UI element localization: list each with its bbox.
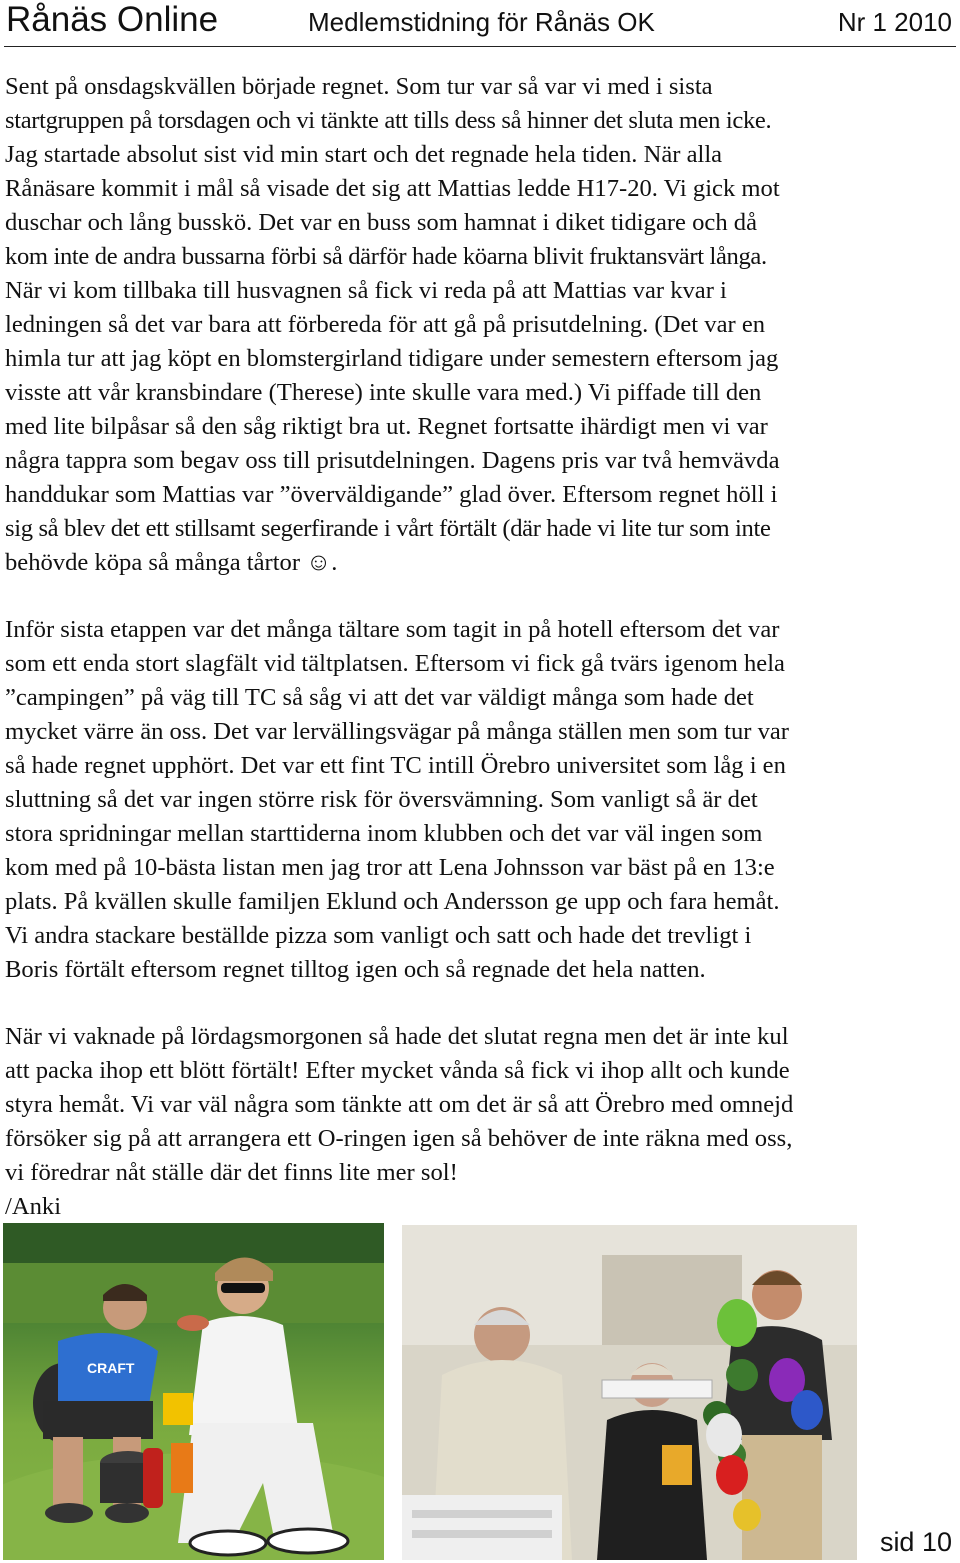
- text-line: styra hemåt. Vi var väl några som tänkte att om det är så att Örebro med omnejd: [5, 1091, 794, 1118]
- photo-ceremony-illustration: [402, 1225, 857, 1560]
- text-line: Vi andra stackare beställde pizza som vanligt och satt och hade det trevligt i: [5, 922, 752, 949]
- text-line: Rånäsare kommit i mål så visade det sig att Mattias ledde H17-20. Vi gick mot: [5, 175, 780, 202]
- text-line: duschar och lång busskö. Det var en buss som hamnat i diket tidigare och då: [5, 209, 757, 236]
- text-line: visste att vår kransbindare (Therese) inte skulle vara med.) Vi piffade till den: [5, 379, 762, 406]
- paragraph-1: [5, 70, 960, 580]
- author-signature: /Anki: [5, 1193, 62, 1220]
- text-line: startgruppen på torsdagen och vi tänkte att tills dess så hinner det sluta men icke.: [5, 107, 772, 134]
- text-line: några tappra som begav oss till prisutdelningen. Dagens pris var två hemvävda: [5, 447, 780, 474]
- text-line: När vi kom tillbaka till husvagnen så fick vi reda på att Mattias var kvar i: [5, 277, 727, 304]
- text-line: stora spridningar mellan starttiderna inom klubben och det var väl ingen som: [5, 820, 763, 847]
- article-body: [5, 70, 960, 1224]
- text-line: ledningen så det var bara att förbereda för att gå på prisutdelning. (Det var en: [5, 311, 766, 338]
- text-line: Inför sista etappen var det många tältare som tagit in på hotell eftersom det var: [5, 616, 780, 643]
- newsletter-subtitle: Medlemstidning för Rånäs OK: [308, 7, 655, 37]
- text-line: handdukar som Mattias var ”överväldigande” glad över. Eftersom regnet höll i: [5, 481, 778, 508]
- text-line: som ett enda stort slagfält vid tältplatsen. Eftersom vi fick gå tvärs igenom hela: [5, 650, 785, 677]
- text-line: med lite bilpåsar så den såg riktigt bra ut. Regnet fortsatte ihärdigt men vi var: [5, 413, 768, 440]
- text-line: sig så blev det ett stillsamt segerfirande i vårt förtält (där hade vi lite tur som inte: [5, 515, 771, 542]
- text-line: Sent på onsdagskvällen började regnet. Som tur var så var vi med i sista: [5, 73, 713, 100]
- photo-grilling: [3, 1223, 384, 1560]
- page-number: sid 10: [879, 1527, 952, 1557]
- issue-number: Nr 1 2010: [837, 7, 952, 37]
- text-line: När vi vaknade på lördagsmorgonen så hade det slutat regna men det är inte kul: [5, 1023, 789, 1050]
- text-line: så hade regnet upphört. Det var ett fint TC intill Örebro universitet som låg i en: [5, 752, 786, 779]
- text-line: sluttning så det var ingen större risk för översvämning. Som vanligt så är det: [5, 786, 758, 813]
- text-line: behövde köpa så många tårtor ☺.: [5, 549, 338, 576]
- text-line: Boris förtält eftersom regnet tilltog igen och så regnade det hela natten.: [5, 956, 706, 983]
- text-line: kom inte de andra bussarna förbi så därför hade köarna blivit fruktansvärt långa.: [5, 243, 767, 270]
- text-line: mycket värre än oss. Det var lervällingsvägar på många ställen men som tur var: [5, 718, 789, 745]
- newsletter-title: Rånäs Online: [6, 0, 219, 39]
- paragraph-3: [5, 1020, 960, 1224]
- text-line: ”campingen” på väg till TC så såg vi att det var väldigt många som hade det: [5, 684, 754, 711]
- text-line: kom med på 10-bästa listan men jag tror att Lena Johnsson var bäst på en 13:e: [5, 854, 775, 881]
- text-line: himla tur att jag köpt en blomstergirland tidigare under semestern eftersom jag: [5, 345, 779, 372]
- page-header: [0, 0, 960, 48]
- text-line: vi föredrar nåt ställe där det finns lite mer sol!: [5, 1159, 458, 1186]
- text-line: Jag startade absolut sist vid min start och det regnade hela tiden. När alla: [5, 141, 723, 168]
- paragraph-2: [5, 613, 960, 987]
- text-line: att packa ihop ett blött förtält! Efter mycket vånda så fick vi ihop allt och kunde: [5, 1057, 790, 1084]
- photo-grilling-illustration: [3, 1223, 384, 1560]
- jersey-logo: CRAFT: [87, 1360, 135, 1376]
- text-line: plats. På kvällen skulle familjen Eklund och Andersson ge upp och fara hemåt.: [5, 888, 780, 915]
- photo-prize-ceremony: [402, 1225, 857, 1560]
- header-divider: [4, 46, 956, 47]
- text-line: försöker sig på att arrangera ett O-ringen igen så behöver de inte räkna med oss,: [5, 1125, 793, 1152]
